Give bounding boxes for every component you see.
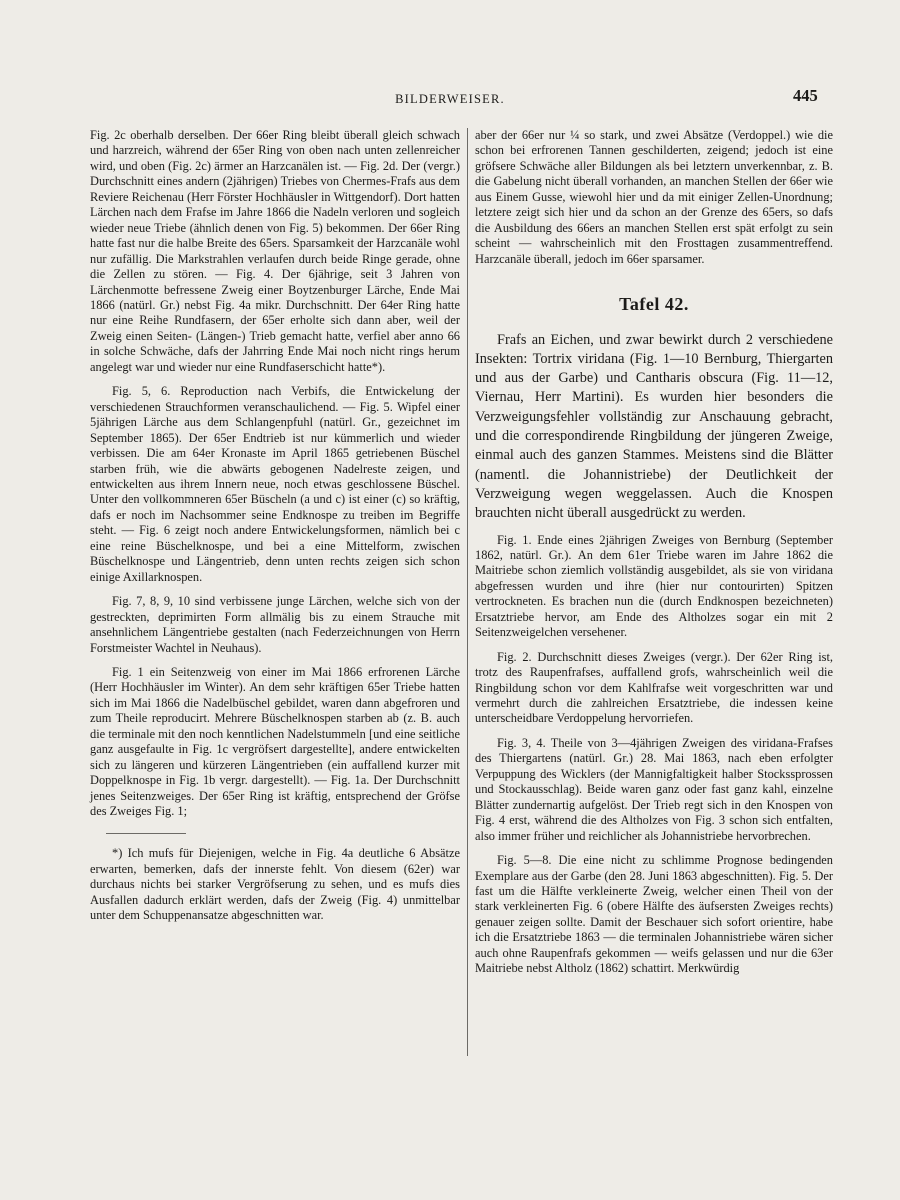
page-number: 445 — [793, 86, 818, 105]
footnote-divider — [106, 833, 186, 834]
body-paragraph: Fig. 2c oberhalb derselben. Der 66er Ring bleibt überall gleich schwach und harzreich, während der 65er Ring von oben nach unten zellenreicher wird, und oben (Fig. 2c) ärmer an Harzcanälen ist. — Fig. 2d. Der (vergr.) Durchschnitt eines andern (2jährigen) Triebes von Chermes-Frafs aus dem Reviere Reichenau (Herr Förster Hochhäusler in Wittgendorf). Dort hatten Lärchen nach dem Frafse im Jahre 1866 die Nadeln verloren und sogleich wieder neue Triebe (ähnlich denen von Fig. 5) bekommen. Der 66er Ring hatte fast nur die halbe Breite des 65ers. Sparsamkeit der Harzcanäle wohl nur zufällig. Die Markstrahlen verlaufen durch beide Ringe gerade, ohne die Zellen zu stören. — Fig. 4. Der 6jährige, seit 3 Jahren von Lärchenmotte befressene Zweig einer Boytzenburger Lärche, Ende Mai 1866 (natürl. Gr.) nebst Fig. 4a mikr. Durchschnitt. Der 64er Ring hatte nur eine Reihe Rundfasern, der 65er erholte sich dann aber, weil der Zweig einen Seiten- (Längen-) Trieb gemacht hatte, verfiel aber anno 66 in solche Schwäche, dafs der Jahrring Ende Mai noch nicht rings herum angelegt war und wieder nur eine Rundfaserschicht hatte*). — [90, 128, 460, 374]
body-paragraph: Fig. 3, 4. Theile von 3—4jährigen Zweigen des viridana-Frafses des Thiergartens (natürl. Gr.) 28. Mai 1863, nach eben erfolgter Verpuppung des Wicklers (der Mannigfaltigkeit halber Stockssprossen und Stockausschlag). Beide waren ganz oder fast ganz kahl, einzelne Blätter zundernartig aufgelöst. Der Trieb regt sich in den Knospen von Fig. 4 erst, während die des Altholzes von Fig. 3 schon sich entfalten, also immer früher und reichlicher als Johannistriebe hervorbrechen. — [475, 735, 833, 843]
right-column — [475, 128, 833, 977]
footnote: *) Ich mufs für Diejenigen, welche in Fig. 4a deutliche 6 Absätze erwarten, bemerken, dafs der innerste fehlt. Von diesem (62er) war durchaus nichts bei starker Vergröfserung zu sehen, und es mufs dies Ausfallen dadurch erklärt werden, dafs der Zweig (Fig. 4) unmittelbar unter dem Schuppenansatze abgeschnitten war. — [90, 846, 460, 923]
section-heading: Tafel 42. — [619, 294, 689, 315]
body-paragraph: Fig. 2. Durchschnitt dieses Zweiges (vergr.). Der 62er Ring ist, trotz des Raupenfrafses, auffallend grofs, wahrscheinlich weil die Ringbildung schon vor dem Kahlfrafse weit vorgeschritten war und vermehrt durch die zahlreichen Ersatztriebe, die indessen keine unterscheidbare Verdoppelung hervorriefen. — [475, 649, 833, 726]
body-paragraph: Fig. 7, 8, 9, 10 sind verbissene junge Lärchen, welche sich von der gestreckten, deprimirten Form allmälig bis zu einem Strauche mit ansehnlichem Längentriebe gestalten (nach Federzeichnungen von Herrn Forstmeister Wachtel in Neuhaus). — [90, 594, 460, 655]
body-paragraph: Fig. 1 ein Seitenzweig von einer im Mai 1866 erfrorenen Lärche (Herr Hochhäusler im Winter). An dem sehr kräftigen 65er Triebe hatten sich im Mai 1866 die Nadelbüschel gebildet, waren dann abgefroren und zum Theile reproducirt. Mehrere Büschelknospen starben ab (z. B. auch die terminale mit den noch kenntlichen Nadelstummeln [und eine seitliche ganz ausgefaulte in Fig. 1c vergröfsert dargestellte], andere entwickelten sich zu längeren und kürzeren Längentrieben (ein auffallend kurzer mit Doppelknospe in Fig. 1b vergr. dargestellt). — Fig. 1a. Der Durchschnitt jenes Seitenzweiges. Der 65er Ring ist kräftig, entsprechend der Gröfse des Zweiges Fig. 1; — [90, 664, 460, 819]
body-paragraph: Fig. 1. Ende eines 2jährigen Zweiges von Bernburg (September 1862, natürl. Gr.). An dem 61er Triebe waren im Jahre 1862 die Maitriebe schon ziemlich vollständig ausgebildet, als sie von viridana abgefressen wurden und ihre (hier nur contourirten) Spitzen vertrockneten. Es brachen nun die (durch Endknospen bezeichneten) Ersatztriebe hervor, am Ende des Altholzes sogar ein mit 2 Seitenzweigelchen versehener. — [475, 532, 833, 640]
running-title: BILDERWEISER. — [395, 92, 505, 106]
body-paragraph: aber der 66er nur ¼ so stark, und zwei Absätze (Verdoppel.) wie die schon bei erfrorenen Tannen geschilderten, zeigend; jedoch ist eine gröfsere Schwäche aller Bildungen als bei letztern unverkennbar, z. B. die Gabelung nicht überall vorhanden, an manchen Stellen der 66er wie aus Einem Gusse, wiewohl hier und da mit einiger Zellen-Unordnung; letztere zeigt sich hier und da schon an der Grenze des 65ers, so dafs die Ausbildung des 66ers an manchen Stellen erst spät erfolgt zu sein scheint — wahrscheinlich mit den Frosttagen zusammentreffend. Harzcanäle überall, jedoch im 66er sparsamer. — [475, 128, 833, 266]
section-intro: Frafs an Eichen, und zwar bewirkt durch 2 verschiedene Insekten: Tortrix viridana (Fig. 1—10 Bernburg, Thiergarten und aus der Garbe) und Cantharis obscura (Fig. 11—12, Viernau, Herr Martini). Es wurden hier besonders die Verzweigungsfehler vollständig zur Anschauung gebracht, und die correspondirende Ringbildung der jüngeren Zweige, einmal auch des ganzen Stammes. Meistens sind die Blätter (namentl. die Johannistriebe) der Deutlichkeit der Verzweigung wegen weggelassen. Auch die Knospen brauchten nicht überall ausgedrückt zu werden. — [475, 331, 833, 522]
left-column — [90, 128, 460, 924]
body-paragraph: Fig. 5—8. Die eine nicht zu schlimme Prognose bedingenden Exemplare aus der Garbe (den 28. Juni 1863 abgeschnitten). Fig. 5. Der fast um die Hälfte verkleinerte Zweig, welcher einen Theil von der stark verkleinerten Fig. 6 (obere Hälfte des äufsersten Zweiges rechts) genauer zeigen sollte. Damit der Beschauer sich sofort orientire, habe ich die Ersatztriebe 1863 — die terminalen Johannistriebe wären sicher auch ohne Raupenfrafs gekommen — weifs gelassen und nur die 63er Maitriebe nebst Altholz (1862) schattirt. Merkwürdig — [475, 853, 833, 976]
body-paragraph: Fig. 5, 6. Reproduction nach Verbifs, die Entwickelung der verschiedenen Strauchformen veranschaulichend. — Fig. 5. Wipfel einer 5jährigen Lärche aus dem Schlangenpfuhl (natürl. Gr., gezeichnet im September 1865). Der 65er Endtrieb ist nur kümmerlich und wieder verbissen. Die am 64er Kronaste im April 1865 getriebenen Büschel starben früh, wie die abwärts gebogenen Nadelreste zeigen, und entwickelten aus ihrem Innern neue, noch etwas geschlossene Büschel. Unter den vollkommneren 65er Büscheln (a und c) ist einer (c) so kräftig, dafs er noch im Nachsommer seine Endknospe zu treiben im Begriffe steht. — Fig. 6 zeigt noch andere Entwickelungsformen, nämlich bei c eine reine Büschelknospe, und bei a eine Mittelform, zwischen Büschelknospe und Längentrieb, denn unten rechts zeigen sich schon einige Axillarknospen. — [90, 384, 460, 584]
column-divider — [467, 128, 468, 1056]
page-header — [0, 86, 900, 110]
